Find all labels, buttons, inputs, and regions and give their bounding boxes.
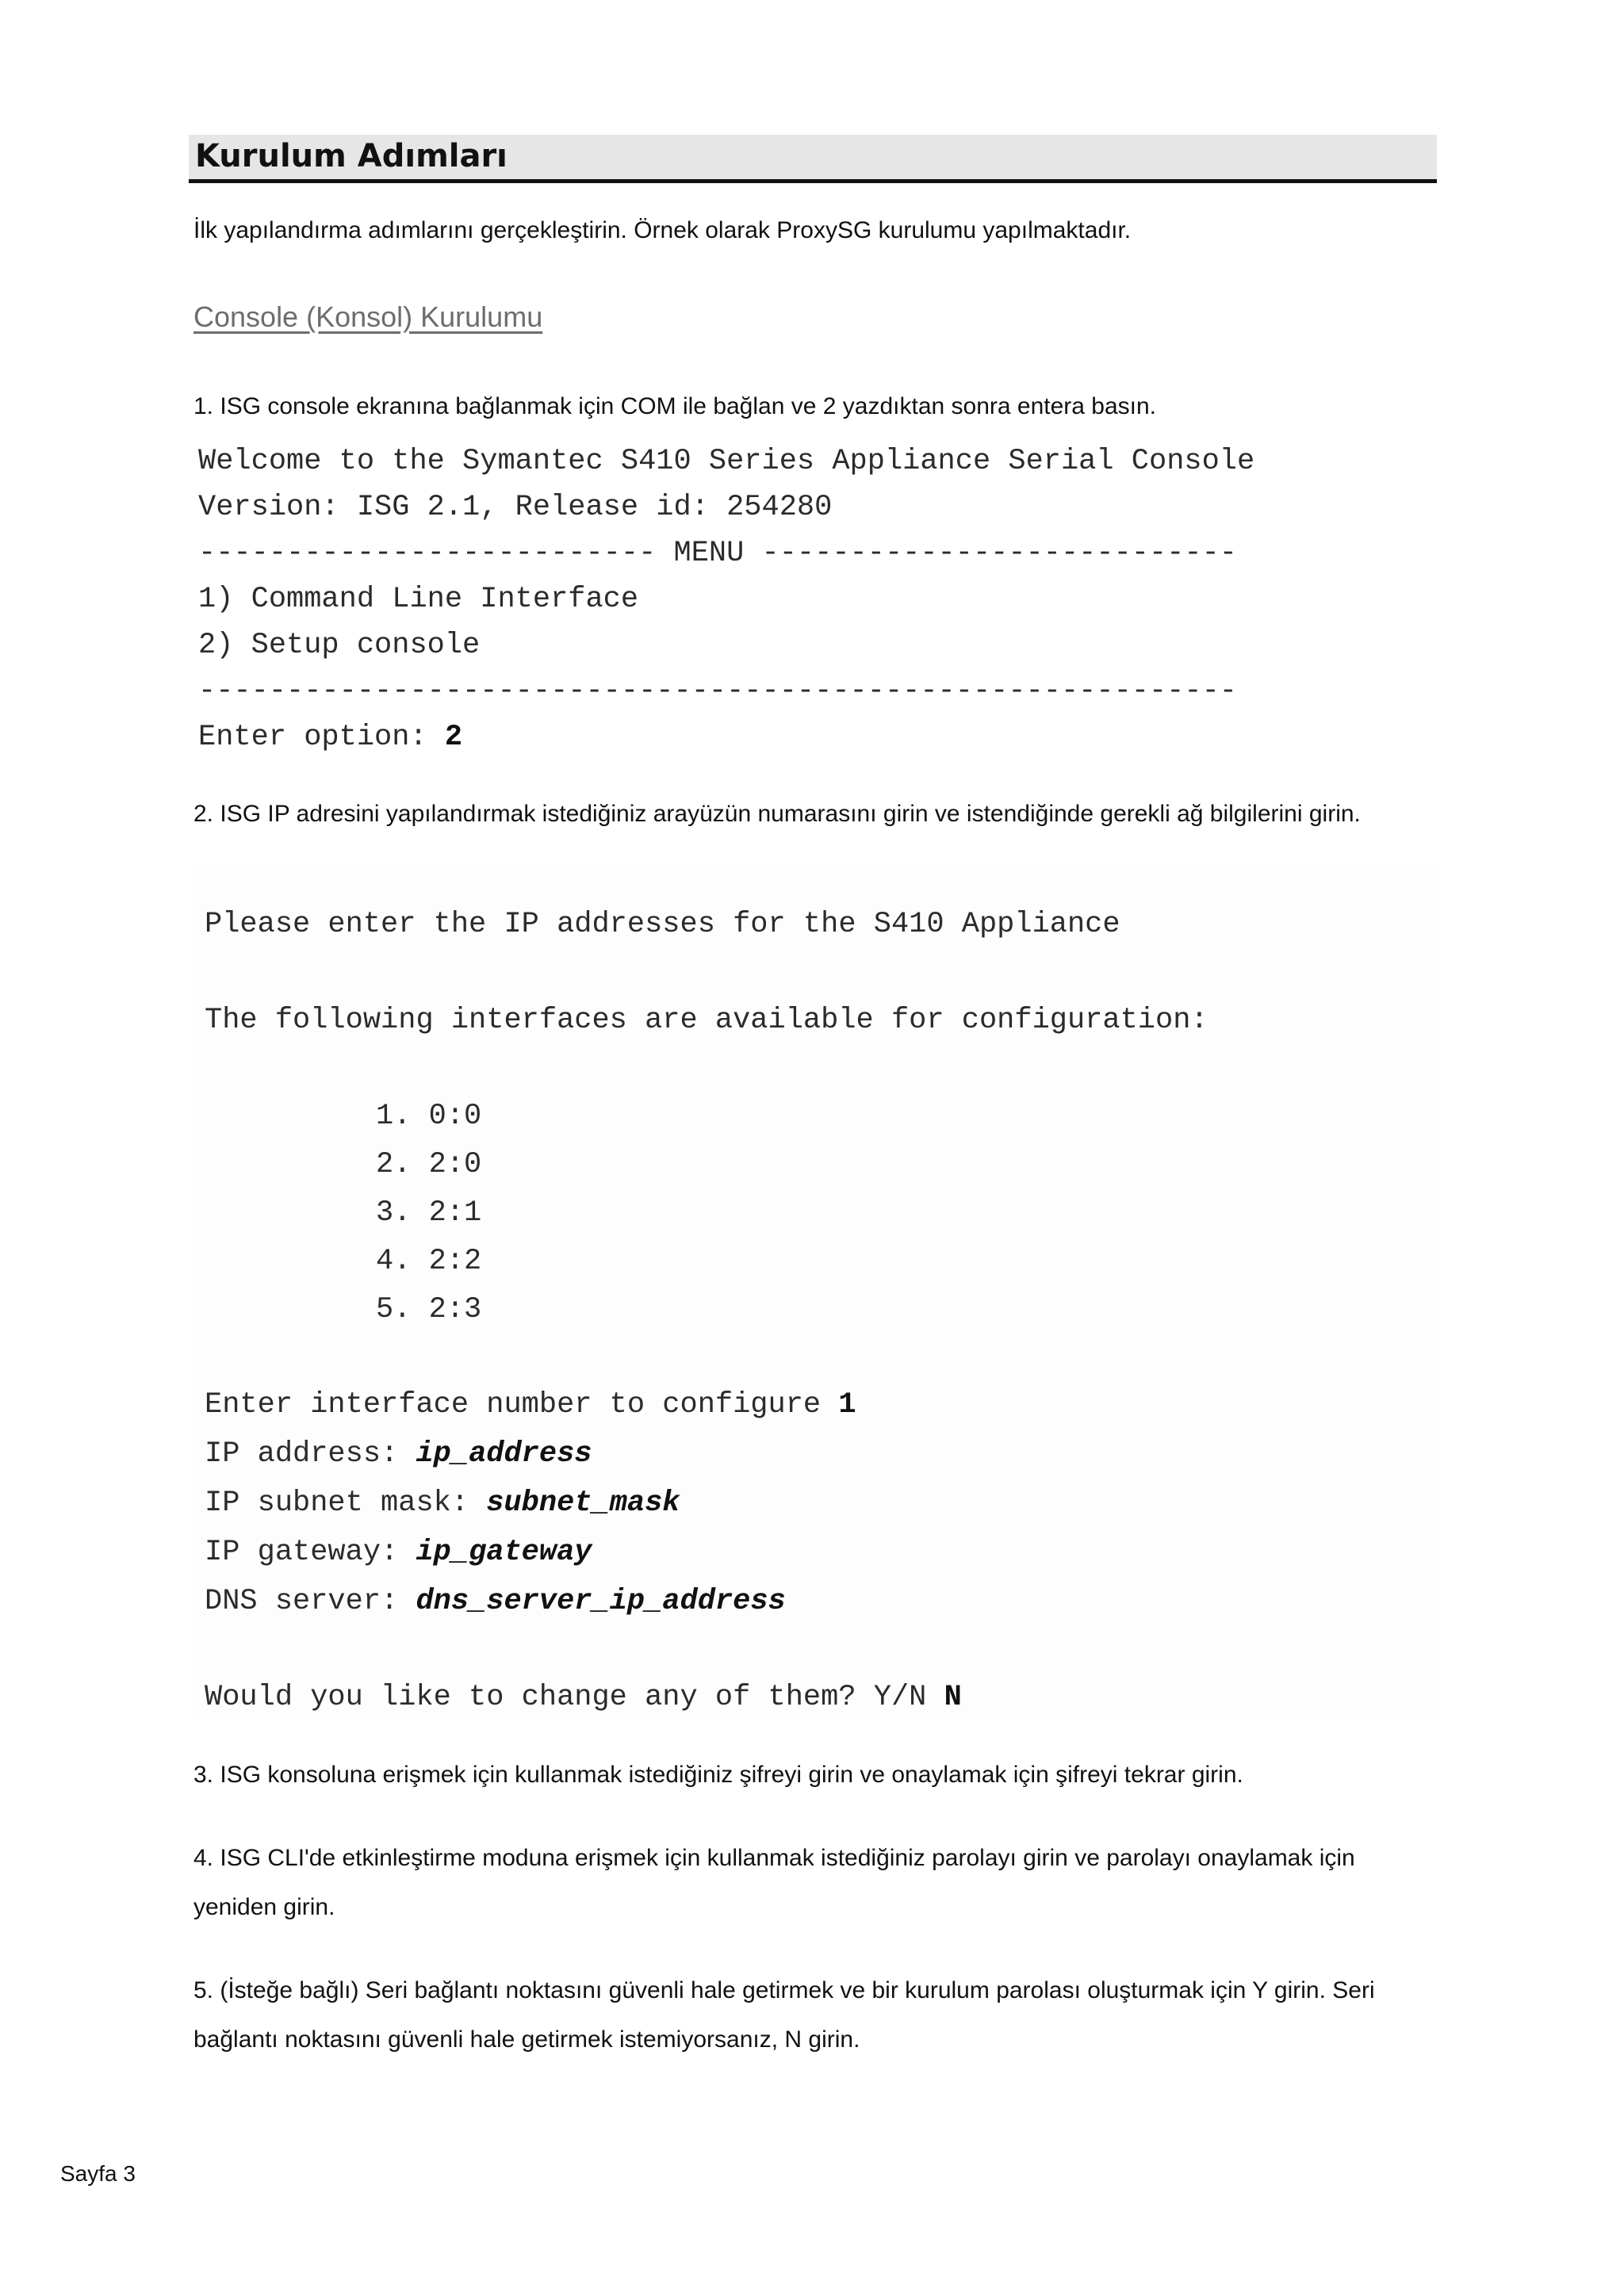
gateway-line — [205, 1529, 592, 1577]
gateway-label: IP gateway: — [205, 1536, 416, 1569]
console-1-line-1: Welcome to the Symantec S410 Series Appliance Serial Console — [198, 445, 1255, 478]
ip-address-value: ip_address — [416, 1437, 592, 1471]
console-2-line-1: Please enter the IP addresses for the S410 Appliance — [205, 908, 1120, 941]
step-3-text: 3. ISG konsoluna erişmek için kullanmak istediğiniz şifreyi girin ve onaylamak için şifreyi tekrar girin. — [193, 1762, 1243, 1788]
step-4-text: 4. ISG CLI'de etkinleştirme moduna erişmek için kullanmak istediğiniz parolayı girin ve parolayı onaylamak için yeniden girin. — [193, 1845, 1355, 1920]
change-answer: N — [944, 1681, 962, 1714]
interface-prompt: Enter interface number to configure — [205, 1388, 839, 1422]
ip-address-line — [205, 1430, 592, 1479]
console-1-line-2: Version: ISG 2.1, Release id: 254280 — [198, 491, 833, 524]
dns-label: DNS server: — [205, 1585, 416, 1618]
gateway-value: ip_gateway — [416, 1536, 592, 1569]
step-2-text: 2. ISG IP adresini yapılandırmak istediğiniz arayüzün numarasını girin ve istendiğinde gerekli ağ bilgilerini girin. — [193, 801, 1361, 827]
page-heading: Kurulum Adımları — [195, 138, 508, 174]
subnet-mask-label: IP subnet mask: — [205, 1487, 487, 1520]
subnet-mask-value: subnet_mask — [486, 1487, 680, 1520]
ip-address-label: IP address: — [205, 1437, 416, 1471]
console-1-line-5: 2) Setup console — [198, 629, 481, 662]
console-1-line-6: ----------------------------------------------------------- — [198, 675, 1238, 708]
interface-option-2: 2. 2:0 — [376, 1148, 482, 1181]
console-1-prompt: Enter option: — [198, 721, 445, 754]
dns-line — [205, 1578, 786, 1626]
dns-value: dns_server_ip_address — [416, 1585, 786, 1618]
subnet-mask-line — [205, 1479, 680, 1528]
section-subheading: Console (Konsol) Kurulumu — [193, 300, 543, 333]
interface-option-4: 4. 2:2 — [376, 1245, 482, 1278]
console-1-prompt-line — [198, 714, 462, 760]
change-prompt-line — [205, 1674, 962, 1722]
interface-option-3: 3. 2:1 — [376, 1196, 482, 1230]
interface-prompt-line — [205, 1381, 856, 1429]
console-2-line-2: The following interfaces are available for configuration: — [205, 1004, 1208, 1037]
step-5-text: 5. (İsteğe bağlı) Seri bağlantı noktasını güvenli hale getirmek ve bir kurulum parolası oluşturmak için Y girin. Seri bağlantı noktasını güvenli hale getirmek istemiyorsanız, N girin. — [193, 1977, 1375, 2053]
change-prompt: Would you like to change any of them? Y/N — [205, 1681, 944, 1714]
interface-option-5: 5. 2:3 — [376, 1293, 482, 1326]
intro-text: İlk yapılandırma adımlarını gerçekleştirin. Örnek olarak ProxySG kurulumu yapılmaktadır. — [193, 217, 1132, 243]
page-number: Sayfa 3 — [60, 2161, 136, 2186]
console-1-answer: 2 — [444, 721, 463, 754]
interface-option-1: 1. 0:0 — [376, 1100, 482, 1133]
interface-answer: 1 — [838, 1388, 856, 1422]
console-1-line-4: 1) Command Line Interface — [198, 583, 639, 616]
console-1-line-3: -------------------------- MENU --------------------------- — [198, 537, 1238, 570]
step-1-text: 1. ISG console ekranına bağlanmak için COM ile bağlan ve 2 yazdıktan sonra entera basın. — [193, 393, 1157, 419]
